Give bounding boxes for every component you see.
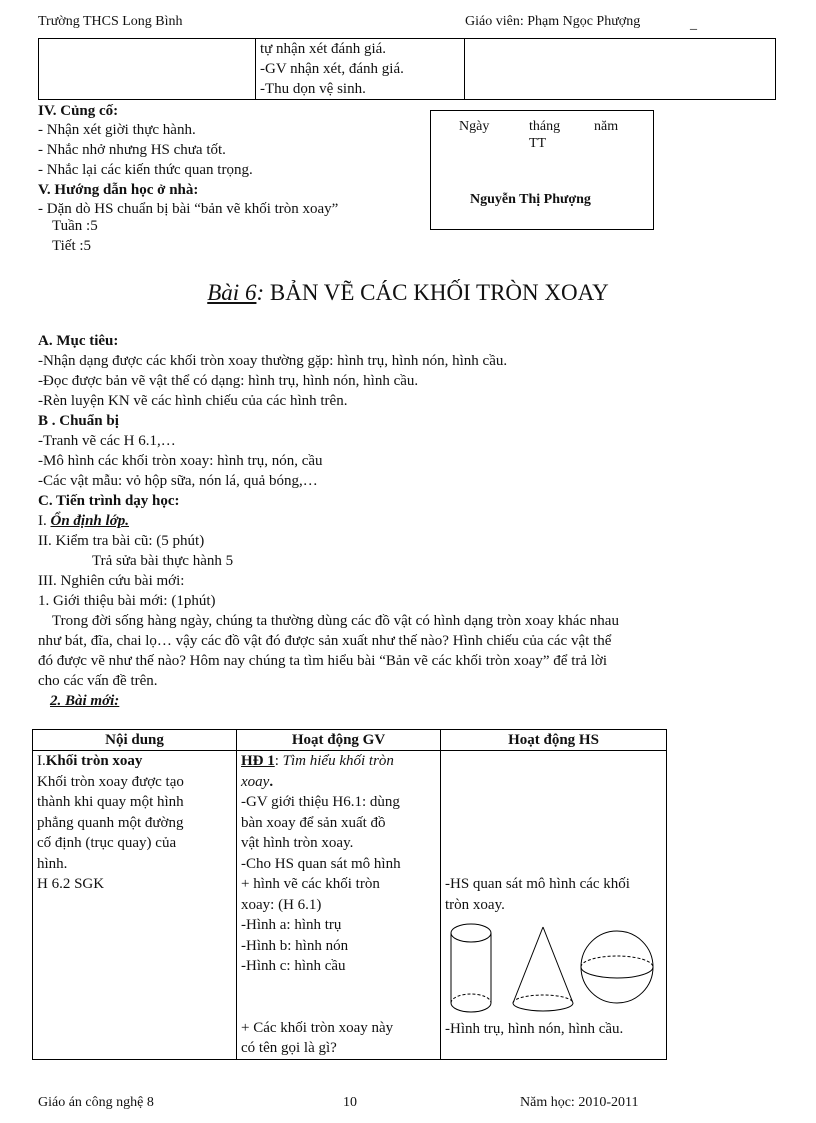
signature-month: tháng xyxy=(529,119,561,134)
student-activity-cell xyxy=(441,751,667,1060)
column-header-teacher: Hoạt động GV xyxy=(237,730,441,751)
sectionB-item: -Mô hình các khối tròn xoay: hình trụ, nón, cầu xyxy=(38,453,323,469)
content-line: phẳng quanh một đường xyxy=(37,814,184,831)
content-line: thành khi quay một hình xyxy=(37,794,184,810)
student-line: tròn xoay. xyxy=(445,896,505,913)
activity-heading: HĐ 1: Tìm hiểu khối tròn xyxy=(241,753,394,769)
header-school: Trường THCS Long Bình xyxy=(38,14,183,29)
section5-title: V. Hướng dẫn học ở nhà: xyxy=(38,182,199,198)
teacher-line: bàn xoay để sản xuất đồ xyxy=(241,814,386,831)
sectionA-item: -Đọc được bản vẽ vật thể có dạng: hình trụ, hình nón, hình cầu. xyxy=(38,373,419,389)
lesson-table-row xyxy=(33,751,667,1060)
sectionB-item: -Tranh vẽ các H 6.1,… xyxy=(38,433,176,449)
signature-name: Nguyễn Thị Phượng xyxy=(470,192,591,207)
section4-item: - Nhắc nhở nhưng HS chưa tốt. xyxy=(38,142,226,158)
teacher-line: -GV giới thiệu H6.1: dùng xyxy=(241,794,400,810)
activity-heading-cont: xoay. xyxy=(241,773,274,790)
section4-title: IV. Củng cố: xyxy=(38,103,119,119)
period-label: Tiết :5 xyxy=(52,238,92,254)
column-header-student: Hoạt động HS xyxy=(441,730,667,751)
intro-paragraph-line: đó được vẽ như thế nào? Hôm nay chúng ta tìm hiểu bài “Bản vẽ các khối tròn xoay” để trả lời xyxy=(38,653,608,669)
rotational-solids-figure xyxy=(445,921,659,1019)
sectionB-item: -Các vật mẫu: vỏ hộp sữa, nón lá, quả bóng,… xyxy=(38,473,318,489)
footer-subject: Giáo án công nghệ 8 xyxy=(38,1095,154,1110)
footer-school-year: Năm học: 2010-2011 xyxy=(520,1095,639,1110)
sectionC-title: C. Tiến trình dạy học: xyxy=(38,493,180,509)
sectionA-title: A. Mục tiêu: xyxy=(38,333,119,349)
sectionA-item: -Rèn luyện KN vẽ các hình chiếu của các hình trên. xyxy=(38,393,348,409)
teacher-line: vật hình tròn xoay. xyxy=(241,835,354,851)
sphere-figure xyxy=(581,931,653,1003)
content-line: H 6.2 SGK xyxy=(37,876,105,892)
teacher-line: -Cho HS quan sát mô hình xyxy=(241,855,401,872)
teacher-question-line: + Các khối tròn xoay này xyxy=(241,1019,394,1036)
sectionA-item: -Nhận dạng được các khối tròn xoay thường gặp: hình trụ, hình nón, hình cầu. xyxy=(38,353,508,369)
column-header-content: Nội dung xyxy=(33,730,237,751)
teacher-line: -Hình b: hình nón xyxy=(241,937,349,954)
footer-page-number: 10 xyxy=(343,1095,357,1110)
sectionC-step2-detail: Trả sửa bài thực hành 5 xyxy=(92,553,234,569)
intro-paragraph-line: cho các vấn đề trên. xyxy=(38,673,158,689)
week-label: Tuần :5 xyxy=(52,218,98,234)
section4-item: - Nhắc lại các kiến thức quan trọng. xyxy=(38,162,253,178)
content-line: hình. xyxy=(37,855,68,872)
header-mark: _ xyxy=(690,17,697,32)
sectionC-step3: III. Nghiên cứu bài mới: xyxy=(38,573,185,589)
teacher-line: + hình vẽ các khối tròn xyxy=(241,876,380,892)
signature-year: năm xyxy=(594,119,619,134)
new-lesson-heading: 2. Bài mới: xyxy=(50,693,120,709)
section5-item: - Dặn dò HS chuẩn bị bài “bản vẽ khối tròn xoay” xyxy=(38,201,339,217)
prev-table-line: -GV nhận xét, đánh giá. xyxy=(260,61,404,77)
sectionC-intro-title: 1. Giới thiệu bài mới: (1phút) xyxy=(38,593,216,609)
sectionB-title: B . Chuẩn bị xyxy=(38,413,119,429)
previous-lesson-table xyxy=(38,38,776,100)
cylinder-figure xyxy=(451,924,491,1012)
teacher-question-line: có tên gọi là gì? xyxy=(241,1040,337,1056)
teacher-line: -Hình c: hình cầu xyxy=(241,958,346,974)
cone-figure xyxy=(513,927,573,1011)
signature-box xyxy=(430,110,654,230)
header-teacher: Giáo viên: Phạm Ngọc Phượng xyxy=(465,14,641,29)
prev-table-line: tự nhận xét đánh giá. xyxy=(260,41,387,57)
student-answer: -Hình trụ, hình nón, hình cầu. xyxy=(445,1021,624,1037)
content-line: Khối tròn xoay được tạo xyxy=(37,773,184,790)
sectionC-step1: I. Ổn định lớp. xyxy=(38,513,129,529)
student-line: -HS quan sát mô hình các khối xyxy=(445,876,630,892)
teacher-activity-cell xyxy=(237,751,441,1060)
lesson-table xyxy=(32,729,667,1060)
lesson-table-header xyxy=(33,730,667,751)
prev-table-cell-2 xyxy=(256,39,465,100)
prev-table-cell-1 xyxy=(39,39,256,100)
signature-role: TT xyxy=(529,136,547,151)
teacher-line: -Hình a: hình trụ xyxy=(241,917,342,933)
section4-item: - Nhận xét giời thực hành. xyxy=(38,122,196,138)
intro-paragraph-line: Trong đời sống hàng ngày, chúng ta thường dùng các đồ vật có hình dạng tròn xoay khác nhau xyxy=(52,613,619,629)
signature-day: Ngày xyxy=(459,119,490,134)
prev-table-cell-3 xyxy=(465,39,776,100)
content-cell xyxy=(33,751,237,1060)
intro-paragraph-line: như bát, đĩa, chai lọ… vậy các đồ vật đó được sản xuất như thế nào? Hình chiếu của các vật thể xyxy=(38,633,612,649)
prev-table-line: -Thu dọn vệ sinh. xyxy=(260,81,366,97)
content-line: cố định (trục quay) của xyxy=(37,835,177,851)
teacher-line: xoay: (H 6.1) xyxy=(241,896,322,913)
sectionC-step2: II. Kiểm tra bài cũ: (5 phút) xyxy=(38,533,205,549)
content-title: I.Khối tròn xoay xyxy=(37,753,143,769)
lesson-title: Bài 6: BẢN VẼ CÁC KHỐI TRÒN XOAY xyxy=(207,280,609,305)
